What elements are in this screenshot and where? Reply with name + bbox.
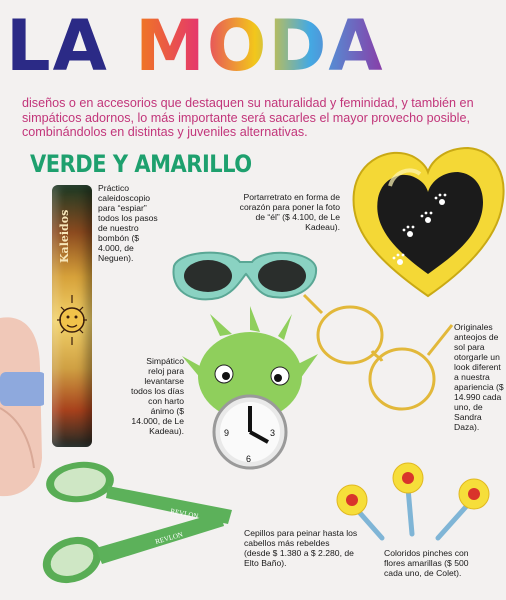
svg-text:3: 3 [270,428,276,438]
section-title: VERDE Y AMARILLO [30,150,252,178]
kaleidoscope-image [52,185,92,447]
svg-text:6: 6 [246,454,252,464]
page-title [6,6,385,86]
caption-brushes: Cepillos para peinar hasta los cabellos más rebeldes (desde $ 1.380 a $ 2.280, de Elto Baño). [244,528,358,568]
brand-revlon-1: REVLON [169,507,200,521]
sun-icon [56,285,88,355]
hair-clips-image [324,454,504,554]
kaleidoscope-label: Kaleidos [58,209,71,263]
heart-frame-image [350,146,506,298]
caption-frame: Portarretrato en forma de corazón para poner la foto de “él” ($ 4.100, de Le Kadeau). [239,192,340,232]
intro-paragraph: diseños o en accesorios que destaquen su naturalidad y feminidad, y también en simpáticos adornos, lo más importante será sacarles el mayor provecho posible, combinándolos en distintas y juveniles alternativas. [22,96,474,140]
gold-glasses-image [300,285,455,435]
clock-image [180,306,320,476]
title-la: LA [6,5,109,87]
caption-kaleidoscope: Práctico caleidoscopio para “espiar” todos los pasos de nuestro bombón ($ 4.000, de Neguen). [98,183,158,263]
caption-clock: Simpático reloj para levantarse todos los días con harto ánimo ($ 14.000, de Le Kadeau). [130,356,184,436]
green-sunglasses-image [170,244,320,310]
header [0,0,506,87]
brand-revlon-2: REVLON [154,530,184,546]
svg-text:9: 9 [224,428,230,438]
caption-glasses: Originales anteojos de sol para otorgarle un look diferent a nuestra apariencia ($ 14.990 cada uno, de Sandra Daza). [454,322,504,432]
caption-clips: Coloridos pinches con flores amarillas ($ 500 cada uno, de Colet). [384,548,469,578]
hairbrushes-image [36,456,236,596]
title-moda: MODA [135,5,385,87]
